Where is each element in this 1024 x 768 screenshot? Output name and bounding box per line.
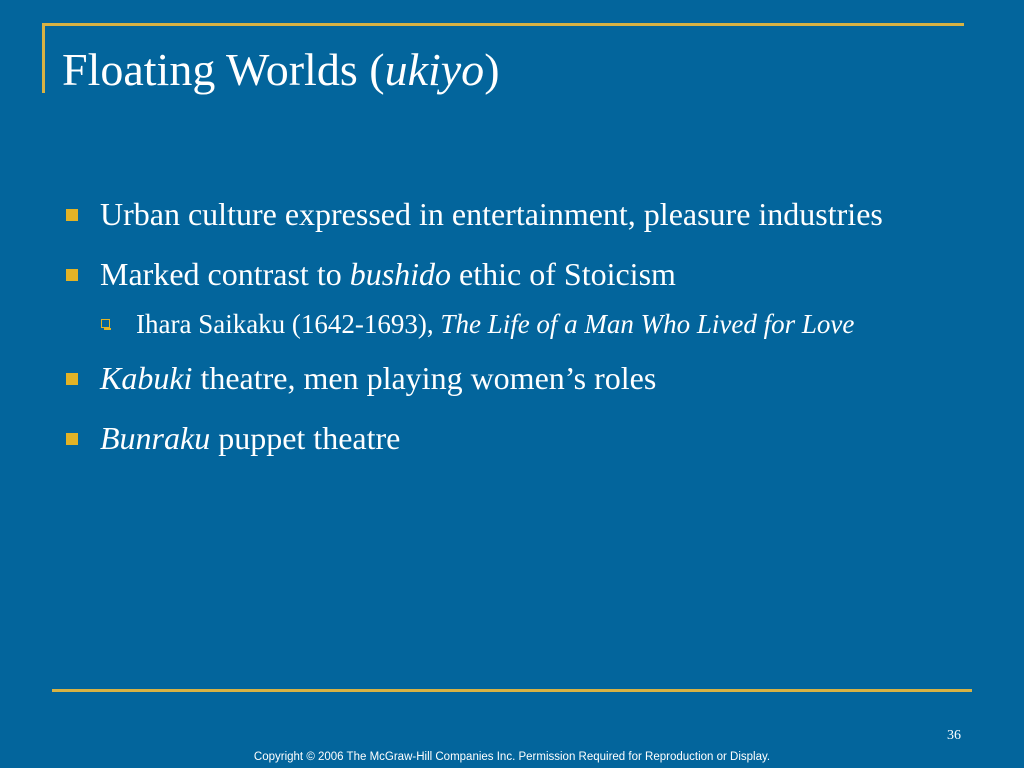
title-italic-term: ukiyo — [384, 44, 485, 95]
bullet-item-urban-culture — [62, 188, 962, 240]
bullet-text-end: theatre, men playing women’s roles — [192, 360, 657, 396]
title-text: Floating Worlds ( — [62, 44, 385, 95]
top-rule-horizontal — [42, 23, 964, 26]
bullet-text: Marked contrast to — [100, 256, 350, 292]
bullet-text-end: ethic of Stoicism — [451, 256, 676, 292]
sub-bullet-text: Ihara Saikaku (1642-1693), — [136, 309, 441, 339]
hollow-square-bullet-icon — [101, 319, 110, 328]
page-number: 36 — [947, 728, 961, 743]
bullet-list — [62, 188, 962, 472]
bullet-text: Urban culture expressed in entertainment, pleasure industries — [100, 196, 883, 232]
filled-square-bullet-icon — [66, 209, 78, 221]
bullet-italic-term: Kabuki — [100, 360, 193, 396]
bullet-item-kabuki — [62, 352, 962, 404]
sub-bullet-book-title: The Life of a Man Who Lived for Love — [440, 309, 855, 339]
filled-square-bullet-icon — [66, 269, 78, 281]
bottom-rule — [52, 689, 972, 692]
bullet-italic-term: bushido — [349, 256, 452, 292]
copyright-notice: Copyright © 2006 The McGraw-Hill Companies Inc. Permission Required for Reproduction or Display. — [253, 751, 771, 763]
filled-square-bullet-icon — [66, 373, 78, 385]
bullet-item-bunraku — [62, 412, 962, 464]
slide-title — [62, 42, 500, 98]
title-close-paren: ) — [484, 44, 500, 95]
bullet-italic-term: Bunraku — [100, 420, 211, 456]
filled-square-bullet-icon — [66, 433, 78, 445]
bullet-text-end: puppet theatre — [210, 420, 401, 456]
sub-bullet-item-saikaku — [62, 302, 962, 346]
top-rule-vertical — [42, 23, 45, 93]
bullet-item-bushido — [62, 248, 962, 300]
